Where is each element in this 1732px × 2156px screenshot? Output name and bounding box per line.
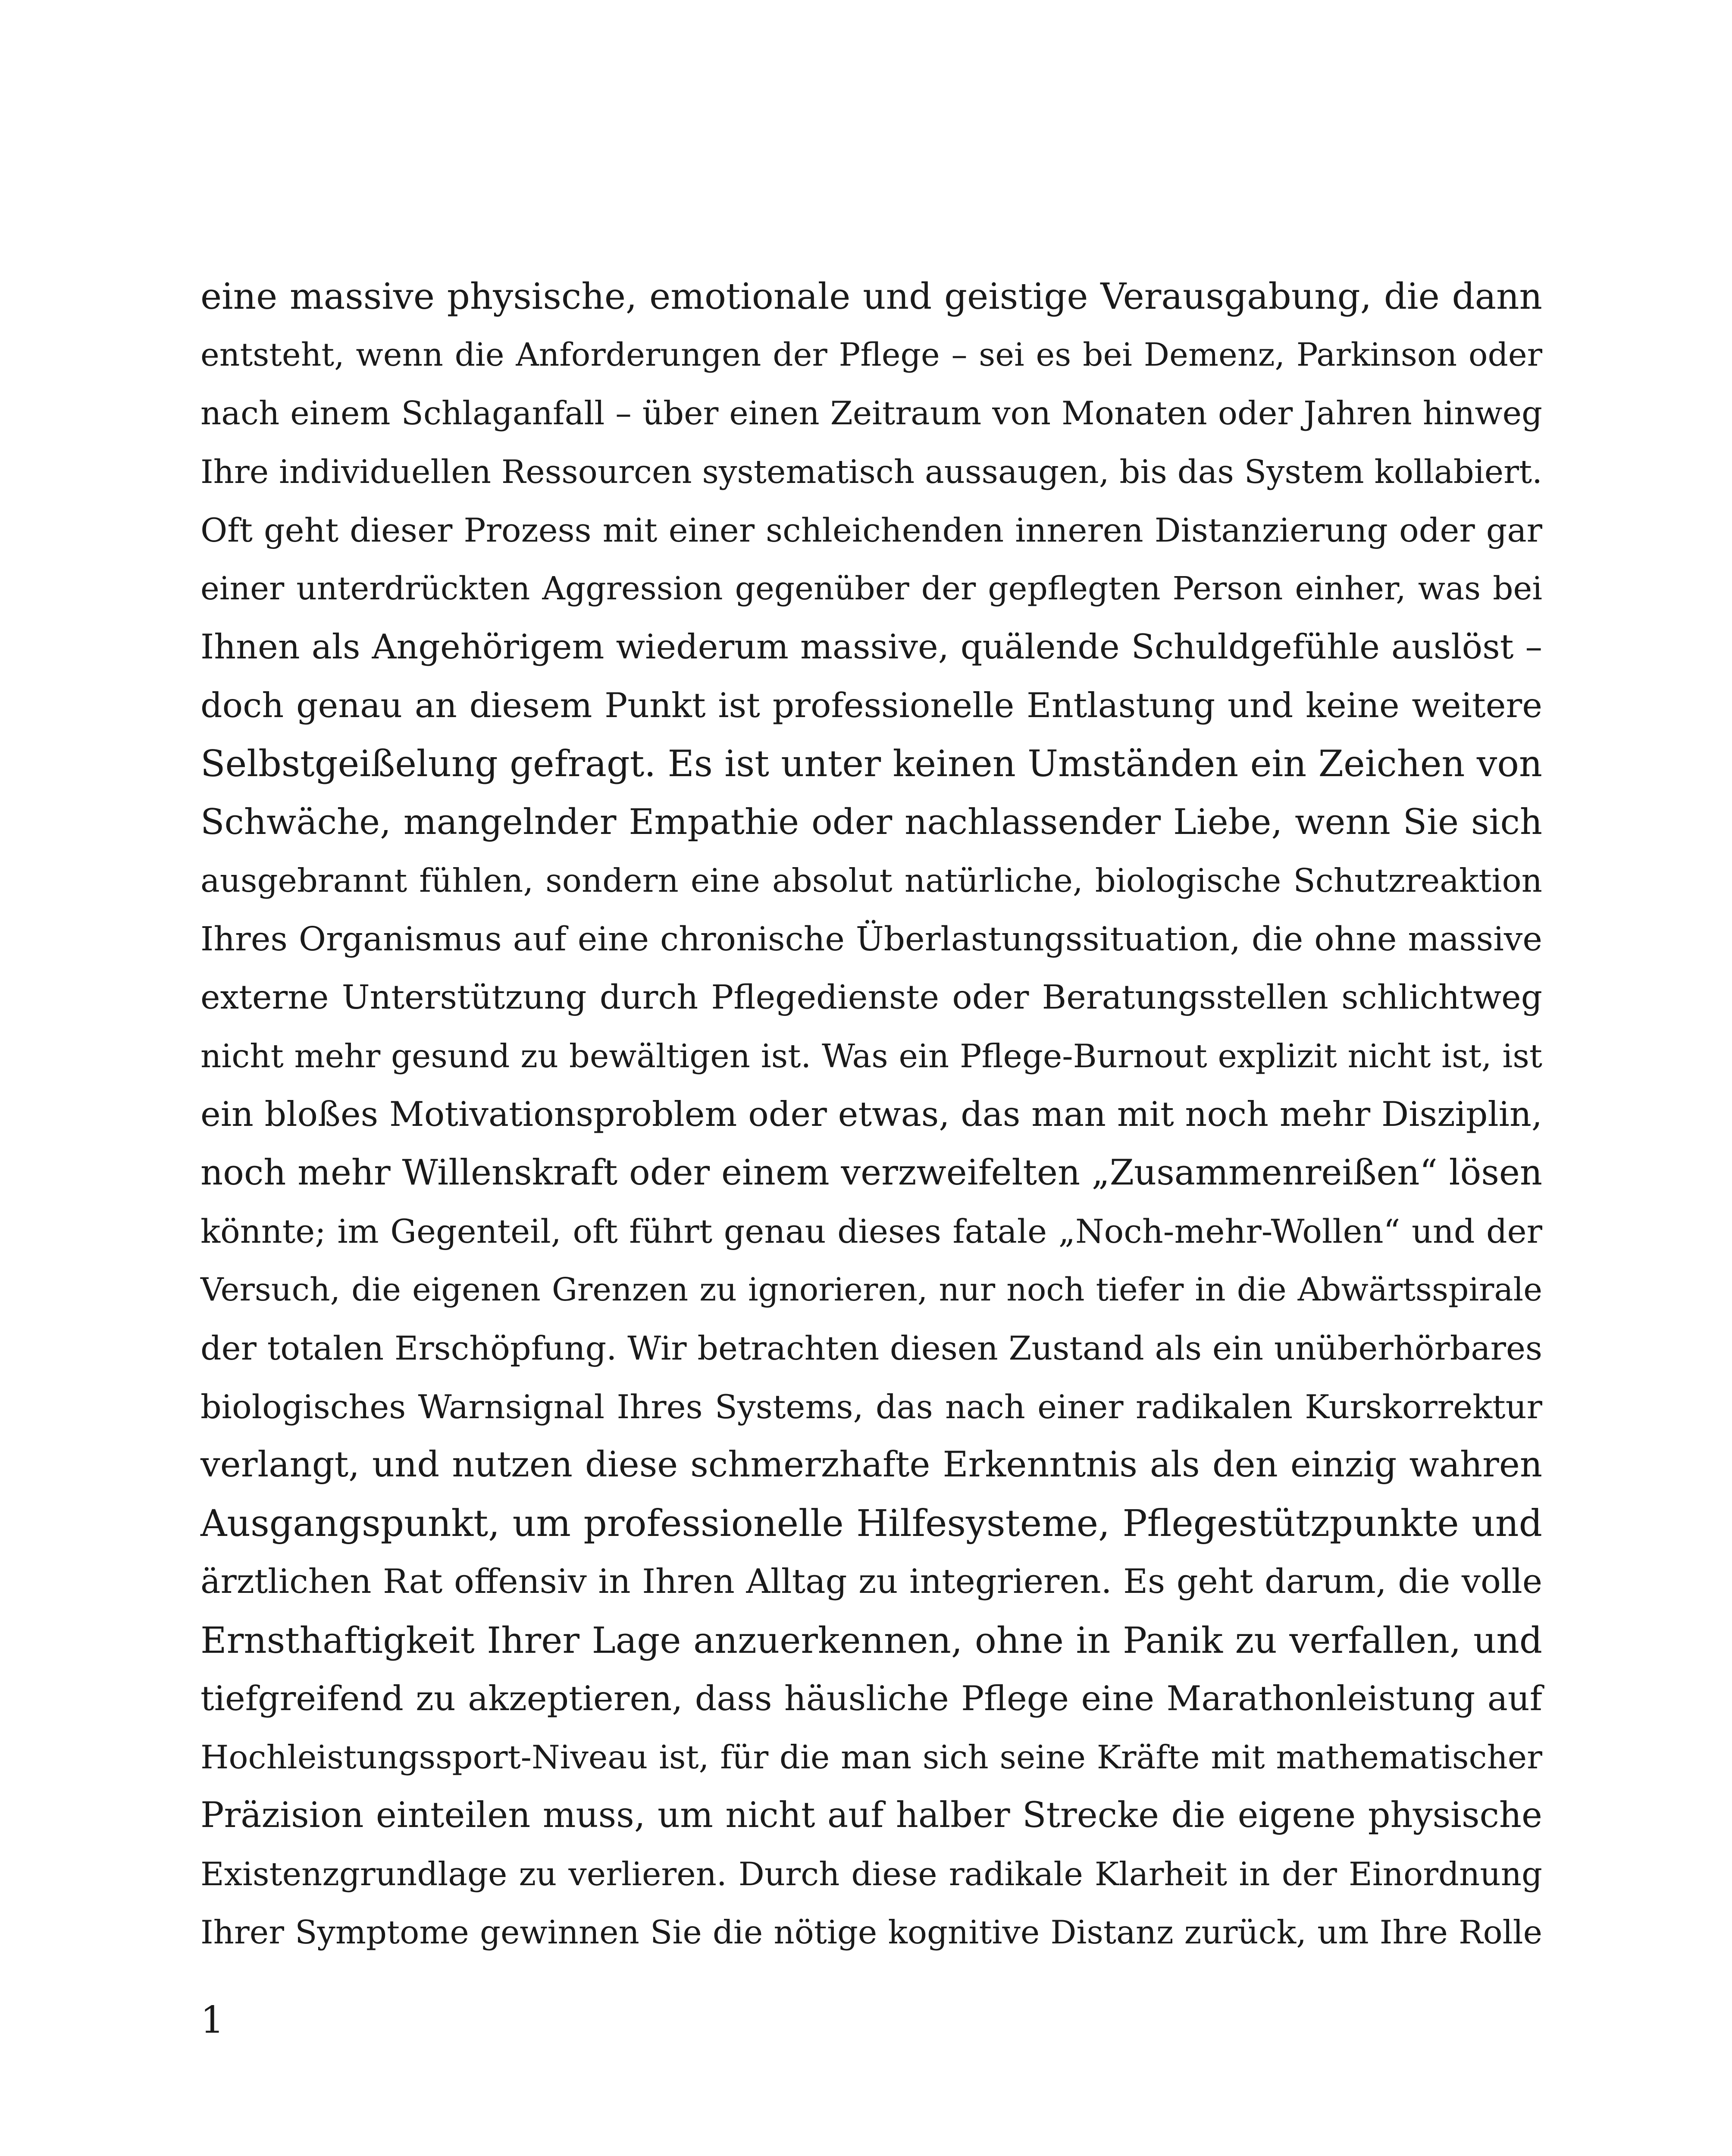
body-text (200, 267, 1542, 1962)
text-line: nach einem Schlaganfall – über einen Zeitraum von Monaten oder Jahren hinweg (200, 394, 1542, 432)
text-line: biologisches Warnsignal Ihres Systems, das nach einer radikalen Kurskorrektur (200, 1387, 1542, 1426)
text-line: externe Unterstützung durch Pflegedienste oder Beratungsstellen schlichtweg (200, 978, 1542, 1017)
text-line: Ihres Organismus auf eine chronische Überlastungssituation, die ohne massive (200, 920, 1542, 959)
text-line: verlangt, und nutzen diese schmerzhafte Erkenntnis als den einzig wahren (200, 1445, 1542, 1485)
text-line: der totalen Erschöpfung. Wir betrachten diesen Zustand als ein unüberhörbares (200, 1329, 1542, 1367)
text-line: Ihnen als Angehörigem wiederum massive, quälende Schuldgefühle auslöst – (200, 627, 1542, 667)
text-line: könnte; im Gegenteil, oft führt genau dieses fatale „Noch-mehr-Wollen“ und der (200, 1212, 1542, 1250)
text-line: Ernsthaftigkeit Ihrer Lage anzuerkennen, ohne in Panik zu verfallen, und (200, 1619, 1542, 1661)
text-line: Ihre individuellen Ressourcen systematisch aussaugen, bis das System kollabiert. (200, 452, 1542, 491)
text-line: Existenzgrundlage zu verlieren. Durch diese radikale Klarheit in der Einordnung (200, 1855, 1542, 1893)
text-line: Präzision einteilen muss, um nicht auf halber Strecke die eigene physische (200, 1795, 1542, 1836)
text-line: Ausgangspunkt, um professionelle Hilfesysteme, Pflegestützpunkte und (200, 1502, 1542, 1545)
text-line: tiefgreifend zu akzeptieren, dass häusliche Pflege eine Marathonleistung auf (200, 1679, 1542, 1718)
text-line: Versuch, die eigenen Grenzen zu ignorieren, nur noch tiefer in die Abwärtsspirale (200, 1271, 1542, 1308)
text-line: nicht mehr gesund zu bewältigen ist. Was ein Pflege-Burnout explizit nicht ist, ist (200, 1037, 1542, 1075)
text-line: Schwäche, mangelnder Empathie oder nachlassender Liebe, wenn Sie sich (200, 802, 1542, 843)
text-line: eine massive physische, emotionale und geistige Verausgabung, die dann (200, 276, 1542, 317)
text-line: Oft geht dieser Prozess mit einer schleichenden inneren Distanzierung oder gar (200, 511, 1542, 549)
text-line: einer unterdrückten Aggression gegenüber der gepflegten Person einher, was bei (200, 570, 1542, 607)
text-line: doch genau an diesem Punkt ist professionelle Entlastung und keine weitere (200, 685, 1542, 725)
text-line: ein bloßes Motivationsproblem oder etwas, das man mit noch mehr Disziplin, (200, 1094, 1542, 1134)
text-line: entsteht, wenn die Anforderungen der Pflege – sei es bei Demenz, Parkinson oder (200, 336, 1542, 373)
text-line: ärztlichen Rat offensiv in Ihren Alltag zu integrieren. Es geht darum, die volle (200, 1562, 1542, 1601)
text-line: ausgebrannt fühlen, sondern eine absolut natürliche, biologische Schutzreaktion (200, 862, 1542, 899)
text-line: Ihrer Symptome gewinnen Sie die nötige kognitive Distanz zurück, um Ihre Rolle (200, 1913, 1542, 1951)
page-number: 1 (200, 1999, 224, 2042)
text-line: Selbstgeißelung gefragt. Es ist unter keinen Umständen ein Zeichen von (200, 743, 1542, 785)
text-line: Hochleistungssport-Niveau ist, für die man sich seine Kräfte mit mathematischer (200, 1738, 1542, 1776)
text-line: noch mehr Willenskraft oder einem verzweifelten „Zusammenreißen“ lösen (200, 1152, 1542, 1193)
